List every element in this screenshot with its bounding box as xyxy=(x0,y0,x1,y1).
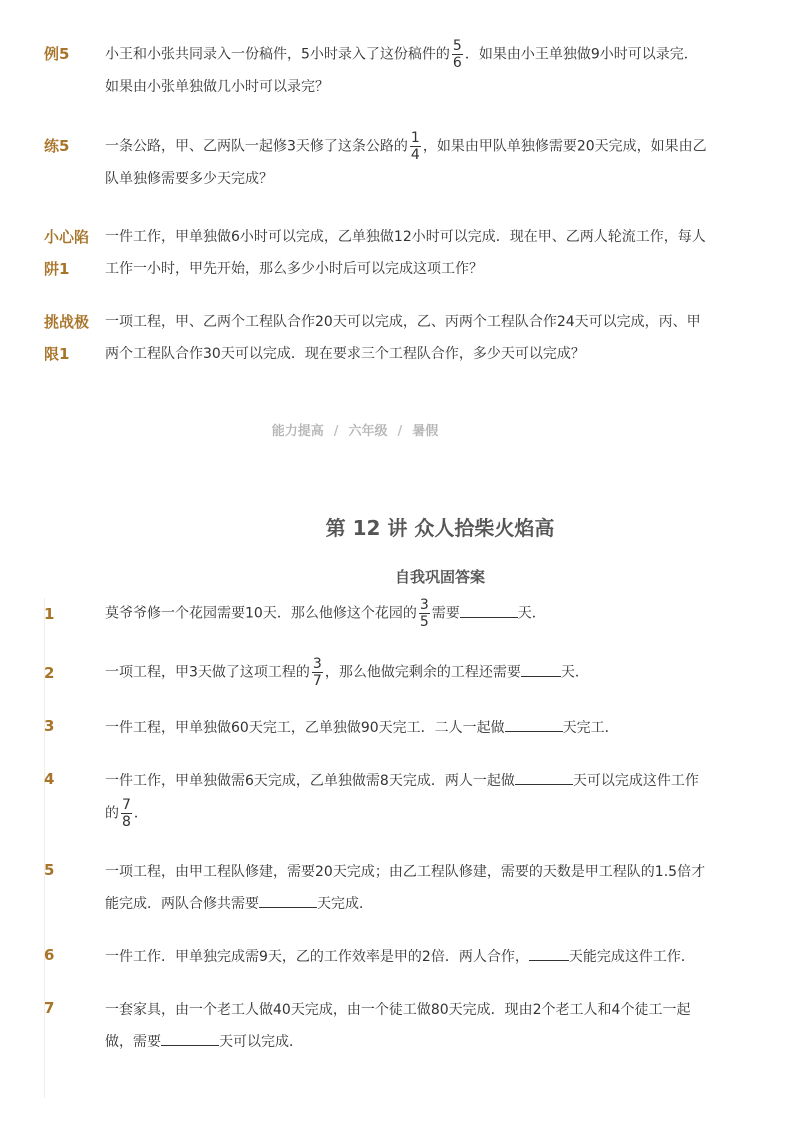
text-run: ，那么他做完剩余的工程还需要 xyxy=(324,664,521,681)
question-number: 1 xyxy=(44,605,55,623)
example-label-line: 小心陷 xyxy=(44,228,90,246)
text-run: 一件工程，甲单独做60天完工，乙单独做90天完工．二人一起做 xyxy=(105,720,505,736)
text-run: 做，需要 xyxy=(105,1034,161,1050)
fraction xyxy=(419,597,430,630)
fraction-numerator: 1 xyxy=(410,130,420,146)
answer-blank[interactable] xyxy=(460,603,518,618)
question-text xyxy=(105,712,717,744)
text-run: 的 xyxy=(105,805,119,822)
text-run: 一件工作，甲单独做6小时可以完成，乙单独做12小时可以完成．现在甲、乙两人轮流工作，每人 xyxy=(105,229,706,245)
text-run: 两个工程队合作30天可以完成．现在要求三个工程队合作，多少天可以完成？ xyxy=(105,346,585,362)
fraction-denominator: 4 xyxy=(410,147,420,163)
question-number: 6 xyxy=(44,946,55,964)
text-run: 一项工程，由甲工程队修建，需要20天完成；由乙工程队修建，需要的天数是甲工程队的1.5倍才 xyxy=(105,864,706,880)
text-run: 小王和小张共同录入一份稿件，5小时录入了这份稿件的 xyxy=(105,46,450,63)
footer-separator: / xyxy=(333,424,339,439)
text-run: 能完成．两队合修共需要 xyxy=(105,896,259,912)
example-text xyxy=(105,306,717,370)
footer-separator: / xyxy=(397,424,403,439)
answer-blank[interactable] xyxy=(529,946,569,961)
text-run: 莫爷爷修一个花园需要10天．那么他修这个花园的 xyxy=(105,605,417,622)
footer-term: 暑假 xyxy=(412,424,439,439)
example-label xyxy=(44,306,96,370)
text-line xyxy=(105,38,717,71)
text-run: ．如果由小王单独做9小时可以录完． xyxy=(464,46,698,63)
fraction-denominator: 8 xyxy=(122,814,131,830)
text-line xyxy=(105,597,717,630)
text-line xyxy=(105,797,717,830)
text-run: 如果由小张单独做几小时可以录完？ xyxy=(105,79,329,95)
question-text xyxy=(105,597,717,630)
text-run: 队单独修需要多少天完成？ xyxy=(105,171,273,187)
example-label: 练5 xyxy=(44,137,70,155)
question-number: 5 xyxy=(44,861,55,879)
fraction-numerator: 3 xyxy=(312,656,322,672)
fraction-numerator: 7 xyxy=(122,797,131,813)
text-line xyxy=(105,253,717,285)
text-run: 天完工． xyxy=(562,720,619,736)
fraction-denominator: 5 xyxy=(419,614,429,630)
question-text xyxy=(105,765,717,830)
text-line xyxy=(105,71,717,103)
text-run: 一项工程，甲、乙两个工程队合作20天可以完成，乙、丙两个工程队合作24天可以完成，丙、甲 xyxy=(105,314,701,330)
lecture-title: 第 12 讲 众人拾柴火焰高 xyxy=(325,516,555,540)
fraction-denominator: 7 xyxy=(312,673,322,689)
text-run: ，如果由甲队单独修需要20天完成，如果由乙 xyxy=(422,138,707,155)
text-run: 一套家具，由一个老工人做40天完成，由一个徒工做80天完成．现由2个老工人和4个徒工一起 xyxy=(105,1002,691,1018)
text-line xyxy=(105,994,717,1026)
example-text xyxy=(105,130,717,195)
example-label: 例5 xyxy=(44,45,70,63)
text-run: 天． xyxy=(560,664,589,681)
text-line xyxy=(105,656,717,689)
question-number: 7 xyxy=(44,999,55,1017)
question-number: 4 xyxy=(44,770,55,788)
text-line xyxy=(105,941,717,973)
example-label-line: 阱1 xyxy=(44,260,70,278)
question-number: 3 xyxy=(44,717,55,735)
example-label-line: 挑战极 xyxy=(44,313,90,331)
text-run: 天可以完成这件工作 xyxy=(572,773,699,789)
text-run: ． xyxy=(133,805,148,822)
answer-blank[interactable] xyxy=(515,770,573,785)
question-number: 2 xyxy=(44,664,55,682)
fraction-numerator: 3 xyxy=(419,597,429,613)
text-run: 一件工作，甲单独做需6天完成，乙单独做需8天完成．两人一起做 xyxy=(105,773,515,789)
answer-blank[interactable] xyxy=(521,662,561,677)
text-run: 天可以完成． xyxy=(219,1034,303,1050)
text-line xyxy=(105,856,717,888)
fraction xyxy=(312,656,323,689)
text-run: 一条公路，甲、乙两队一起修3天修了这条公路的 xyxy=(105,138,408,155)
text-line xyxy=(105,338,717,370)
text-run: 一件工作．甲单独完成需9天，乙的工作效率是甲的2倍．两人合作， xyxy=(105,949,529,965)
question-text xyxy=(105,856,717,920)
page-footer xyxy=(0,420,710,439)
text-line xyxy=(105,163,717,195)
text-run: 天能完成这件工作． xyxy=(568,949,695,965)
example-text xyxy=(105,38,717,103)
question-text xyxy=(105,994,717,1058)
section-title: 自我巩固答案 xyxy=(394,568,485,586)
fraction xyxy=(121,797,132,830)
text-run: 一项工程，甲3天做了这项工程的 xyxy=(105,664,310,681)
text-run: 天． xyxy=(517,605,546,622)
example-text xyxy=(105,221,717,285)
fraction-numerator: 5 xyxy=(452,38,462,54)
text-line xyxy=(105,1026,717,1058)
text-line xyxy=(105,306,717,338)
fraction xyxy=(452,38,463,71)
text-run: 需要 xyxy=(431,605,460,622)
text-run: 工作一小时，甲先开始，那么多少小时后可以完成这项工作？ xyxy=(105,261,483,277)
fraction xyxy=(410,130,421,163)
footer-course: 能力提高 xyxy=(271,424,324,439)
text-line xyxy=(105,130,717,163)
answer-blank[interactable] xyxy=(259,893,317,908)
question-text xyxy=(105,941,717,973)
example-label-line: 限1 xyxy=(44,345,70,363)
text-line xyxy=(105,221,717,253)
footer-grade: 六年级 xyxy=(348,424,388,439)
text-line xyxy=(105,765,717,797)
example-label xyxy=(44,221,96,285)
answer-blank[interactable] xyxy=(161,1031,219,1046)
text-line xyxy=(105,888,717,920)
fraction-denominator: 6 xyxy=(452,55,462,71)
question-text xyxy=(105,656,717,689)
answer-blank[interactable] xyxy=(505,717,563,732)
text-line xyxy=(105,712,717,744)
text-run: 天完成． xyxy=(317,896,373,912)
